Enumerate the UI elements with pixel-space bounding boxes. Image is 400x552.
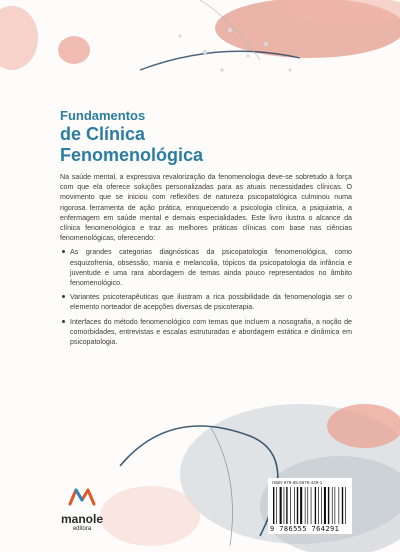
bullet-dot-icon [62,250,65,253]
bullet-item [60,317,352,348]
synopsis [60,172,352,351]
synopsis-intro: Na saúde mental, a expressiva revalorização da fenomenologia deve-se sobretudo à força com que ela oferece soluções personalizadas para as atuais necessidades clínicas. O movimento que se iniciou com reflexões de natureza psicopatológica culminou numa rigorosa ferramenta de ação prática, enriquecendo a psicologia clínica, a psiquiatria, a enfermagem em saúde mental e demais especialidades. Este livro ilustra o alcance da clínica fenomenológica e traz as melhores práticas clínicas com base nas ciências fenomenológicas, oferecendo: [60,173,352,243]
book-title [60,108,203,166]
synopsis-bullets [60,247,352,347]
watercolor-art-top [0,0,400,100]
bullet-item [60,292,352,312]
bullet-text: As grandes categorias diagnósticas da psicopatologia fenomenológica, como esquizofrenia, obsessão, mania e melancolia, tópicos da psicopatologia da infância e juventude e uma rara abordagem de temas ainda pouco representados no âmbito fenomenológico. [70,248,352,288]
bullet-text: Interfaces do método fenomenológico com temas que incluem a nosografia, a noção de comorbidades, entrevistas e escalas estruturadas e abordagem estática e dinâmica em psicopatologia. [70,317,352,347]
isbn-label: ISBN 978-65-5576-429-1 [272,480,323,485]
publisher-sub: editora [72,526,92,532]
manole-logo-icon [68,486,96,506]
bullet-dot-icon [62,320,65,323]
title-line-3: Fenomenológica [60,145,204,165]
bullet-text: Variantes psicoterapêuticas que ilustram a rica possibilidade da fenomenologia ser o elemento norteador de acepções diversas de psicoterapia. [70,293,352,312]
title-line-1: Fundamentos [60,108,146,123]
title-line-2: de Clínica [60,124,146,144]
bullet-dot-icon [62,295,65,298]
barcode-icon [272,487,348,524]
bullet-item [60,247,352,288]
isbn-number: 9 786555 764291 [270,525,340,533]
isbn-barcode [268,478,352,534]
publisher-logo [52,486,112,533]
publisher-name: manole [60,512,103,526]
